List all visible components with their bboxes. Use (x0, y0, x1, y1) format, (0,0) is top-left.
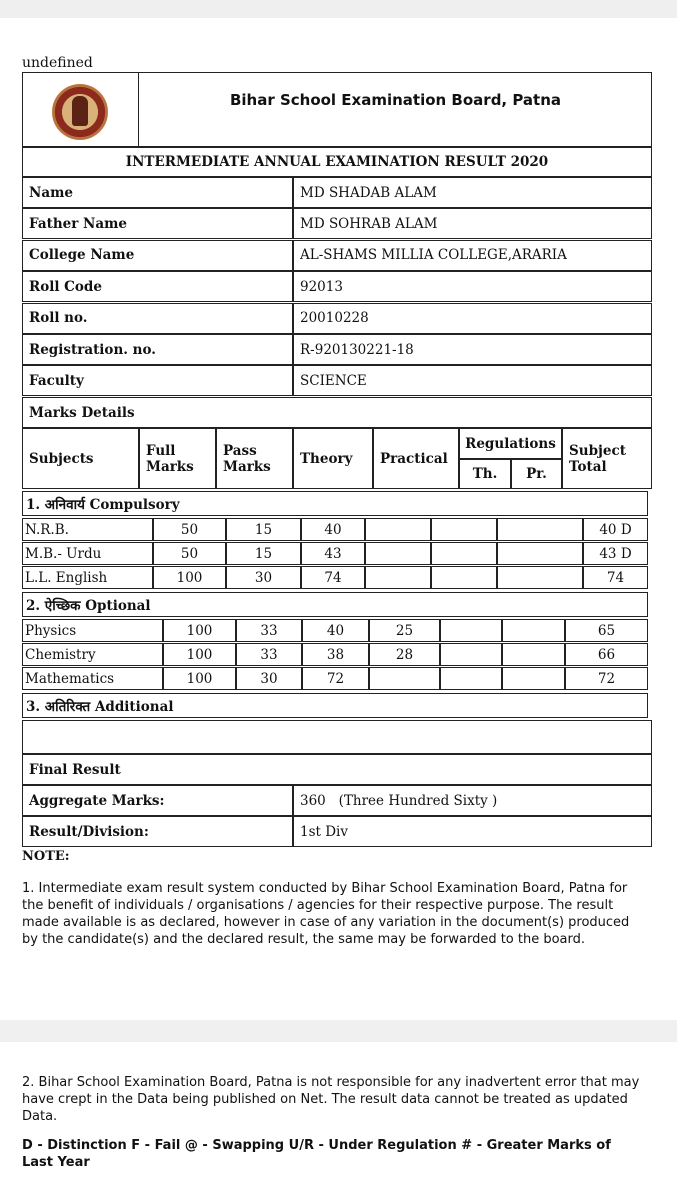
student-value: SCIENCE (293, 365, 652, 396)
marks-cell-total: 74 (583, 566, 648, 589)
marks-cell-th (440, 643, 502, 666)
marks-cell-practical: 25 (369, 619, 440, 642)
aggregate-value: 360 (Three Hundred Sixty ) (293, 785, 652, 816)
marks-cell-full: 100 (163, 667, 236, 690)
group-title: 1. अनिवार्य Compulsory (22, 491, 648, 516)
marks-cell-subject: M.B.- Urdu (22, 542, 153, 565)
division-label: Result/Division: (22, 816, 293, 847)
student-label: Faculty (22, 365, 293, 396)
student-label: Father Name (22, 208, 293, 239)
marks-cell-pass: 15 (226, 542, 301, 565)
bseb-logo (52, 84, 108, 140)
group-title: 3. अतिरिक्त Additional (22, 693, 648, 718)
marks-cell-theory: 74 (301, 566, 365, 589)
marks-cell-pr (497, 542, 583, 565)
marks-cell-total: 40 D (583, 518, 648, 541)
marks-cell-total: 72 (565, 667, 648, 690)
hdr-theory: Theory (293, 428, 373, 489)
marks-cell-practical (365, 542, 431, 565)
student-label: Roll no. (22, 303, 293, 334)
student-value: 92013 (293, 271, 652, 302)
marks-cell-practical (365, 566, 431, 589)
marks-cell-full: 100 (153, 566, 226, 589)
marks-cell-total: 65 (565, 619, 648, 642)
marks-cell-th (431, 542, 497, 565)
marks-cell-pr (502, 643, 565, 666)
additional-empty-row (22, 720, 652, 754)
marks-cell-pass: 30 (226, 566, 301, 589)
student-value: R-920130221-18 (293, 334, 652, 365)
stray-text: undefined (22, 55, 93, 71)
page-separator (0, 1020, 677, 1042)
marks-cell-full: 50 (153, 518, 226, 541)
student-label: Registration. no. (22, 334, 293, 365)
hdr-subject-total: Subject Total (562, 428, 652, 489)
marks-cell-subject: Chemistry (22, 643, 163, 666)
hdr-reg-pr: Pr. (511, 459, 562, 489)
note-2: 2. Bihar School Examination Board, Patna is not responsible for any inadvertent error that may have crept in the Data being published on Net. The result data cannot be treated as updated Data. (22, 1075, 640, 1124)
student-value: MD SHADAB ALAM (293, 177, 652, 208)
marks-cell-subject: L.L. English (22, 566, 153, 589)
hdr-reg-th: Th. (459, 459, 511, 489)
marks-cell-full: 100 (163, 643, 236, 666)
note-1: 1. Intermediate exam result system conducted by Bihar School Examination Board, Patna for the benefit of individuals / organisations / agencies for their respective purpose. The result made available is as declared, however in case of any variation in the document(s) produced by the candidate(s) and the declared result, the same may be forwarded to the board. (22, 881, 630, 947)
marks-cell-practical (365, 518, 431, 541)
marks-cell-full: 50 (153, 542, 226, 565)
marks-cell-practical (369, 667, 440, 690)
hdr-subjects: Subjects (22, 428, 139, 489)
marks-cell-th (431, 518, 497, 541)
student-label: Name (22, 177, 293, 208)
marks-cell-total: 43 D (583, 542, 648, 565)
marks-cell-pr (497, 518, 583, 541)
marks-cell-total: 66 (565, 643, 648, 666)
student-label: Roll Code (22, 271, 293, 302)
student-value: MD SOHRAB ALAM (293, 208, 652, 239)
legend-text: D - Distinction F - Fail @ - Swapping U/R - Under Regulation # - Greater Marks of Last Year (22, 1138, 611, 1170)
marks-cell-th (440, 667, 502, 690)
marks-cell-pr (502, 619, 565, 642)
marks-cell-pass: 30 (236, 667, 302, 690)
marks-cell-pass: 15 (226, 518, 301, 541)
final-result-title: Final Result (22, 754, 652, 785)
marks-cell-th (440, 619, 502, 642)
student-value: AL-SHAMS MILLIA COLLEGE,ARARIA (293, 240, 652, 271)
hdr-regulations: Regulations (459, 428, 562, 459)
marks-cell-pr (502, 667, 565, 690)
student-label: College Name (22, 240, 293, 271)
marks-cell-theory: 43 (301, 542, 365, 565)
note-heading: NOTE: (22, 849, 70, 864)
student-value: 20010228 (293, 303, 652, 334)
division-value: 1st Div (293, 816, 652, 847)
marks-cell-theory: 38 (302, 643, 369, 666)
marks-details-title: Marks Details (22, 397, 652, 428)
hdr-full-marks: Full Marks (139, 428, 216, 489)
exam-title: INTERMEDIATE ANNUAL EXAMINATION RESULT 2020 (22, 147, 652, 177)
marks-cell-subject: Physics (22, 619, 163, 642)
marks-cell-theory: 40 (301, 518, 365, 541)
group-title: 2. ऐच्छिक Optional (22, 592, 648, 617)
marks-cell-practical: 28 (369, 643, 440, 666)
marks-cell-subject: Mathematics (22, 667, 163, 690)
marks-cell-subject: N.R.B. (22, 518, 153, 541)
top-band (0, 0, 677, 18)
hdr-practical: Practical (373, 428, 459, 489)
marks-cell-pr (497, 566, 583, 589)
hdr-pass-marks: Pass Marks (216, 428, 293, 489)
aggregate-label: Aggregate Marks: (22, 785, 293, 816)
marks-cell-pass: 33 (236, 643, 302, 666)
marks-cell-full: 100 (163, 619, 236, 642)
board-name: Bihar School Examination Board, Patna (229, 90, 562, 109)
marks-cell-theory: 72 (302, 667, 369, 690)
marks-cell-theory: 40 (302, 619, 369, 642)
marks-cell-th (431, 566, 497, 589)
marks-cell-pass: 33 (236, 619, 302, 642)
